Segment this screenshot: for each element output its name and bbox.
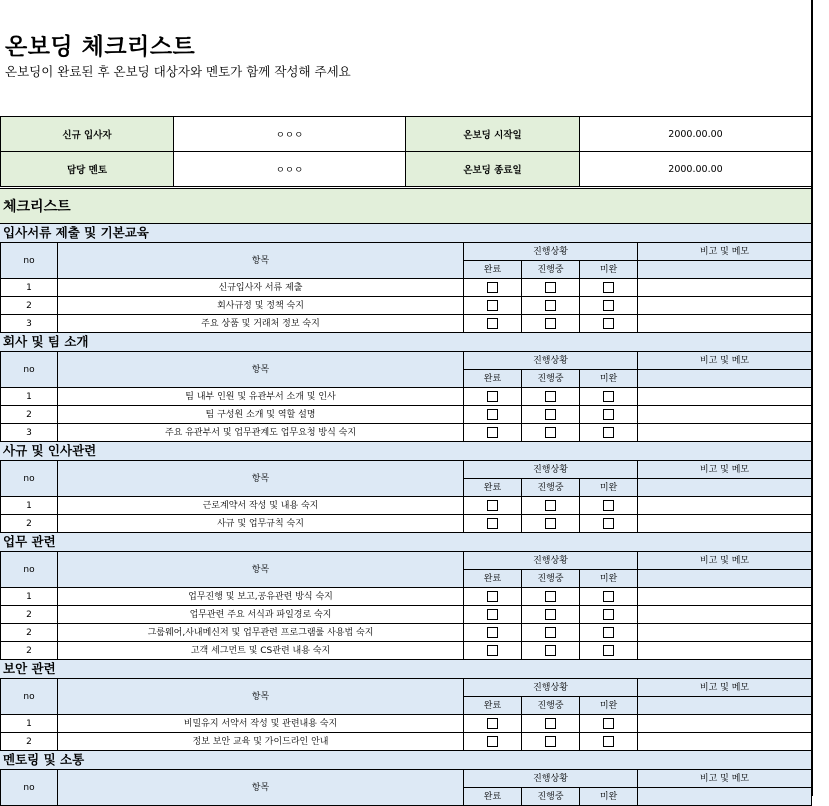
done-checkbox[interactable] (487, 627, 498, 638)
done-checkbox[interactable] (487, 645, 498, 656)
done-cell (464, 606, 522, 624)
in-progress-cell (522, 606, 580, 624)
memo-cell[interactable] (638, 624, 812, 642)
in-progress-checkbox[interactable] (545, 518, 556, 529)
col-memo-header: 비고 및 메모 (638, 770, 812, 788)
row-item: 그룹웨어,사내메신저 및 업무관련 프로그램룰 사용법 숙지 (58, 624, 464, 642)
row-item: 팀 구성원 소개 및 역할 설명 (58, 406, 464, 424)
not-done-cell (580, 715, 638, 733)
done-cell (464, 515, 522, 533)
not-done-cell (580, 624, 638, 642)
not-done-checkbox[interactable] (603, 427, 614, 438)
done-cell (464, 388, 522, 406)
memo-cell[interactable] (638, 733, 812, 751)
memo-cell[interactable] (638, 424, 812, 442)
done-cell (464, 497, 522, 515)
col-memo-header: 비고 및 메모 (638, 352, 812, 370)
done-cell (464, 715, 522, 733)
table-row (1, 715, 812, 733)
done-checkbox[interactable] (487, 518, 498, 529)
col-memo-subheader (638, 261, 812, 279)
mentor-label: 담당 멘토 (1, 152, 174, 187)
col-notdone-header: 미완 (580, 261, 638, 279)
memo-cell[interactable] (638, 388, 812, 406)
not-done-cell (580, 642, 638, 660)
not-done-cell (580, 515, 638, 533)
not-done-cell (580, 406, 638, 424)
in-progress-cell (522, 515, 580, 533)
col-memo-subheader (638, 570, 812, 588)
col-progress-header: 진행상황 (464, 243, 638, 261)
section-table (0, 678, 812, 751)
done-cell (464, 642, 522, 660)
col-inprogress-header: 진행중 (522, 697, 580, 715)
row-item: 팀 내부 인원 및 유관부서 소개 및 인사 (58, 388, 464, 406)
col-notdone-header: 미완 (580, 479, 638, 497)
checklist-heading: 체크리스트 (3, 199, 71, 215)
in-progress-cell (522, 424, 580, 442)
done-checkbox[interactable] (487, 409, 498, 420)
in-progress-cell (522, 388, 580, 406)
checklist-section (0, 751, 811, 806)
memo-cell[interactable] (638, 642, 812, 660)
col-memo-subheader (638, 788, 812, 806)
row-item: 정보 보안 교육 및 가이드라인 안내 (58, 733, 464, 751)
not-done-cell (580, 733, 638, 751)
table-row (1, 406, 812, 424)
in-progress-cell (522, 733, 580, 751)
col-no-header: no (1, 552, 58, 588)
memo-cell[interactable] (638, 606, 812, 624)
in-progress-cell (522, 588, 580, 606)
col-notdone-header: 미완 (580, 697, 638, 715)
table-row (1, 424, 812, 442)
memo-cell[interactable] (638, 315, 812, 333)
section-title: 사규 및 인사관련 (0, 442, 811, 460)
memo-cell[interactable] (638, 515, 812, 533)
row-item: 주요 상품 및 거래처 정보 숙지 (58, 315, 464, 333)
table-row (1, 606, 812, 624)
start-date-label: 온보딩 시작일 (406, 117, 580, 152)
in-progress-checkbox[interactable] (545, 282, 556, 293)
in-progress-checkbox[interactable] (545, 627, 556, 638)
table-row (1, 624, 812, 642)
section-table (0, 242, 812, 333)
row-no: 2 (1, 624, 58, 642)
page-title: 온보딩 체크리스트 (5, 34, 196, 60)
row-no: 2 (1, 606, 58, 624)
in-progress-checkbox[interactable] (545, 645, 556, 656)
in-progress-checkbox[interactable] (545, 736, 556, 747)
not-done-checkbox[interactable] (603, 409, 614, 420)
col-progress-header: 진행상황 (464, 352, 638, 370)
col-progress-header: 진행상황 (464, 679, 638, 697)
table-row (1, 515, 812, 533)
col-memo-subheader (638, 697, 812, 715)
col-inprogress-header: 진행중 (522, 370, 580, 388)
col-memo-header: 비고 및 메모 (638, 679, 812, 697)
memo-cell[interactable] (638, 715, 812, 733)
col-no-header: no (1, 243, 58, 279)
col-progress-header: 진행상황 (464, 552, 638, 570)
start-date-value[interactable]: 2000.00.00 (580, 117, 812, 152)
page-subtitle: 온보딩이 완료된 후 온보딩 대상자와 멘토가 함께 작성해 주세요 (5, 64, 351, 79)
section-table (0, 769, 812, 806)
row-no: 2 (1, 406, 58, 424)
row-item: 업무진행 및 보고,공유관련 방식 숙지 (58, 588, 464, 606)
done-checkbox[interactable] (487, 427, 498, 438)
col-done-header: 완료 (464, 479, 522, 497)
end-date-label: 온보딩 종료일 (406, 152, 580, 187)
in-progress-checkbox[interactable] (545, 427, 556, 438)
row-no: 3 (1, 424, 58, 442)
in-progress-cell (522, 297, 580, 315)
not-done-checkbox[interactable] (603, 591, 614, 602)
in-progress-checkbox[interactable] (545, 500, 556, 511)
col-done-header: 완료 (464, 697, 522, 715)
checklist-section (0, 224, 811, 333)
checklist-section (0, 533, 811, 660)
done-cell (464, 733, 522, 751)
done-cell (464, 624, 522, 642)
section-title: 보안 관련 (0, 660, 811, 678)
in-progress-checkbox[interactable] (545, 409, 556, 420)
row-item: 고객 세그먼트 및 CS관련 내용 숙지 (58, 642, 464, 660)
row-item: 근로계약서 작성 및 내용 숙지 (58, 497, 464, 515)
section-title: 업무 관련 (0, 533, 811, 551)
done-checkbox[interactable] (487, 718, 498, 729)
done-checkbox[interactable] (487, 591, 498, 602)
new-hire-label: 신규 입사자 (1, 117, 174, 152)
row-item: 신규입사자 서류 제출 (58, 279, 464, 297)
not-done-cell (580, 606, 638, 624)
in-progress-cell (522, 497, 580, 515)
in-progress-checkbox[interactable] (545, 718, 556, 729)
new-hire-value[interactable]: ㅇㅇㅇ (174, 117, 406, 152)
row-no: 2 (1, 733, 58, 751)
in-progress-cell (522, 624, 580, 642)
memo-cell[interactable] (638, 297, 812, 315)
not-done-cell (580, 588, 638, 606)
row-item: 업무관련 주요 서식과 파일경로 숙지 (58, 606, 464, 624)
not-done-checkbox[interactable] (603, 391, 614, 402)
in-progress-checkbox[interactable] (545, 300, 556, 311)
row-no: 2 (1, 515, 58, 533)
checklist-section (0, 442, 811, 533)
table-row (1, 733, 812, 751)
section-title: 멘토링 및 소통 (0, 751, 811, 769)
checklist-band (0, 188, 811, 224)
not-done-checkbox[interactable] (603, 300, 614, 311)
row-no: 2 (1, 642, 58, 660)
in-progress-cell (522, 715, 580, 733)
col-inprogress-header: 진행중 (522, 570, 580, 588)
col-notdone-header: 미완 (580, 788, 638, 806)
done-checkbox[interactable] (487, 300, 498, 311)
col-no-header: no (1, 461, 58, 497)
section-table (0, 351, 812, 442)
col-item-header: 항목 (58, 352, 464, 388)
done-checkbox[interactable] (487, 609, 498, 620)
col-item-header: 항목 (58, 243, 464, 279)
col-progress-header: 진행상황 (464, 461, 638, 479)
checklist-section (0, 660, 811, 751)
done-checkbox[interactable] (487, 736, 498, 747)
row-no: 1 (1, 588, 58, 606)
col-memo-header: 비고 및 메모 (638, 552, 812, 570)
col-item-header: 항목 (58, 770, 464, 806)
row-item: 주요 유관부서 및 업무관계도 업무요청 방식 숙지 (58, 424, 464, 442)
col-no-header: no (1, 770, 58, 806)
section-title: 회사 및 팀 소개 (0, 333, 811, 351)
row-no: 1 (1, 715, 58, 733)
section-table (0, 551, 812, 660)
not-done-checkbox[interactable] (603, 518, 614, 529)
done-checkbox[interactable] (487, 282, 498, 293)
not-done-checkbox[interactable] (603, 282, 614, 293)
col-done-header: 완료 (464, 261, 522, 279)
col-no-header: no (1, 352, 58, 388)
row-no: 1 (1, 279, 58, 297)
not-done-checkbox[interactable] (603, 318, 614, 329)
col-memo-header: 비고 및 메모 (638, 243, 812, 261)
done-cell (464, 588, 522, 606)
in-progress-checkbox[interactable] (545, 391, 556, 402)
done-checkbox[interactable] (487, 391, 498, 402)
not-done-cell (580, 388, 638, 406)
col-inprogress-header: 진행중 (522, 788, 580, 806)
col-done-header: 완료 (464, 788, 522, 806)
col-item-header: 항목 (58, 679, 464, 715)
table-row (1, 497, 812, 515)
col-item-header: 항목 (58, 461, 464, 497)
col-memo-subheader (638, 370, 812, 388)
in-progress-cell (522, 315, 580, 333)
not-done-checkbox[interactable] (603, 627, 614, 638)
info-table (0, 116, 812, 187)
sheet-right-border (811, 0, 813, 796)
row-item: 사규 및 업무규칙 숙지 (58, 515, 464, 533)
section-title: 입사서류 제출 및 기본교육 (0, 224, 811, 242)
checklist-sections (0, 224, 811, 806)
not-done-cell (580, 315, 638, 333)
col-inprogress-header: 진행중 (522, 479, 580, 497)
in-progress-cell (522, 406, 580, 424)
not-done-checkbox[interactable] (603, 609, 614, 620)
row-no: 2 (1, 297, 58, 315)
done-cell (464, 424, 522, 442)
not-done-cell (580, 424, 638, 442)
col-notdone-header: 미완 (580, 370, 638, 388)
not-done-cell (580, 497, 638, 515)
col-done-header: 완료 (464, 370, 522, 388)
done-cell (464, 279, 522, 297)
checklist-section (0, 333, 811, 442)
col-memo-header: 비고 및 메모 (638, 461, 812, 479)
table-row (1, 297, 812, 315)
not-done-checkbox[interactable] (603, 718, 614, 729)
mentor-value[interactable]: ㅇㅇㅇ (174, 152, 406, 187)
memo-cell[interactable] (638, 497, 812, 515)
memo-cell[interactable] (638, 588, 812, 606)
in-progress-checkbox[interactable] (545, 318, 556, 329)
table-row (1, 279, 812, 297)
done-cell (464, 406, 522, 424)
section-table (0, 460, 812, 533)
not-done-checkbox[interactable] (603, 736, 614, 747)
memo-cell[interactable] (638, 279, 812, 297)
in-progress-checkbox[interactable] (545, 609, 556, 620)
not-done-cell (580, 297, 638, 315)
col-progress-header: 진행상황 (464, 770, 638, 788)
not-done-checkbox[interactable] (603, 500, 614, 511)
col-notdone-header: 미완 (580, 570, 638, 588)
done-checkbox[interactable] (487, 500, 498, 511)
memo-cell[interactable] (638, 406, 812, 424)
row-item: 비밀유지 서약서 작성 및 관련내용 숙지 (58, 715, 464, 733)
done-checkbox[interactable] (487, 318, 498, 329)
col-no-header: no (1, 679, 58, 715)
done-cell (464, 315, 522, 333)
row-item: 회사규정 및 정책 숙지 (58, 297, 464, 315)
table-row (1, 315, 812, 333)
row-no: 3 (1, 315, 58, 333)
table-row (1, 642, 812, 660)
in-progress-checkbox[interactable] (545, 591, 556, 602)
in-progress-cell (522, 642, 580, 660)
table-row (1, 588, 812, 606)
col-done-header: 완료 (464, 570, 522, 588)
table-row (1, 388, 812, 406)
row-no: 1 (1, 497, 58, 515)
not-done-checkbox[interactable] (603, 645, 614, 656)
row-no: 1 (1, 388, 58, 406)
col-inprogress-header: 진행중 (522, 261, 580, 279)
end-date-value[interactable]: 2000.00.00 (580, 152, 812, 187)
in-progress-cell (522, 279, 580, 297)
col-item-header: 항목 (58, 552, 464, 588)
not-done-cell (580, 279, 638, 297)
col-memo-subheader (638, 479, 812, 497)
done-cell (464, 297, 522, 315)
